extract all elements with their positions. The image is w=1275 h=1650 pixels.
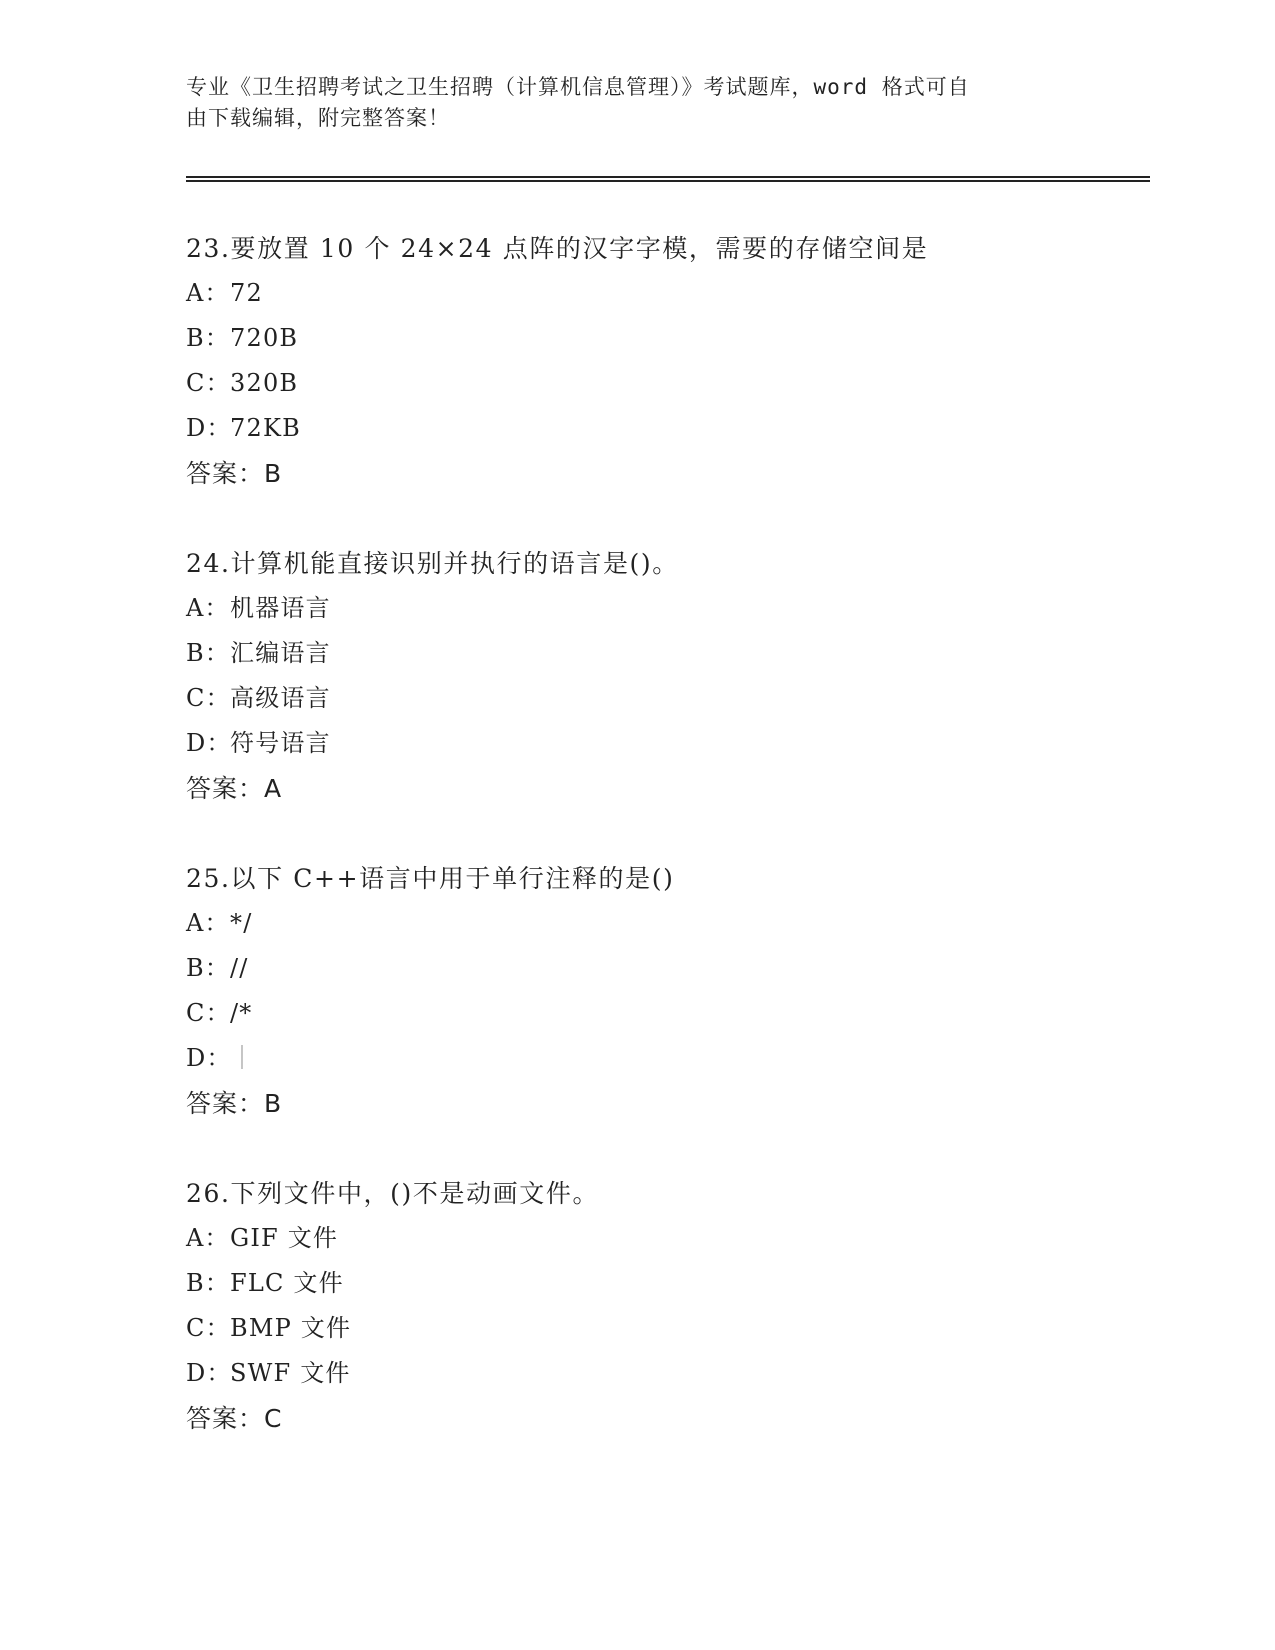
- header-divider: [186, 176, 1150, 182]
- question-stem: 25.以下 C++语言中用于单行注释的是(): [186, 864, 675, 893]
- option-b: [186, 316, 1186, 361]
- option-text: 72: [230, 279, 263, 307]
- option-text: ｜: [230, 1044, 256, 1072]
- option-key: B：: [186, 639, 231, 667]
- answer-line: 答案：A: [186, 774, 283, 803]
- option-key: C：: [186, 684, 231, 712]
- option-key: B：: [186, 324, 231, 352]
- option-d: [186, 1351, 1186, 1396]
- question-23: [186, 226, 1186, 496]
- option-b: [186, 631, 1186, 676]
- option-d: [186, 406, 1186, 451]
- option-text: */: [230, 909, 253, 937]
- option-text: BMP 文件: [230, 1314, 352, 1342]
- option-text: 320B: [230, 369, 299, 397]
- option-key: A：: [186, 909, 230, 937]
- option-c: [186, 361, 1186, 406]
- question-24: [186, 541, 1186, 811]
- option-a: [186, 271, 1186, 316]
- option-key: C：: [186, 1314, 231, 1342]
- option-key: D：: [186, 414, 232, 442]
- option-key: A：: [186, 594, 230, 622]
- question-stem: 26.下列文件中，()不是动画文件。: [186, 1179, 600, 1208]
- question-25: [186, 856, 1186, 1126]
- option-c: [186, 1306, 1186, 1351]
- option-key: A：: [186, 1224, 230, 1252]
- answer-line: 答案：B: [186, 1089, 283, 1118]
- option-key: C：: [186, 369, 231, 397]
- option-text: 机器语言: [230, 594, 331, 622]
- option-key: B：: [186, 1269, 231, 1297]
- option-b: [186, 1261, 1186, 1306]
- document-header: [186, 72, 1066, 134]
- header-line-2: 由下载编辑，附完整答案！: [186, 106, 450, 130]
- option-key: D：: [186, 729, 232, 757]
- question-stem: 23.要放置 10 个 24×24 点阵的汉字字模，需要的存储空间是: [186, 234, 929, 263]
- option-key: B：: [186, 954, 231, 982]
- answer-line: 答案：B: [186, 459, 283, 488]
- question-26: [186, 1171, 1186, 1441]
- option-d: [186, 721, 1186, 766]
- option-key: D：: [186, 1044, 232, 1072]
- question-stem: 24.计算机能直接识别并执行的语言是()。: [186, 549, 679, 578]
- option-key: D：: [186, 1359, 232, 1387]
- option-text: SWF 文件: [230, 1359, 351, 1387]
- option-text: 汇编语言: [230, 639, 331, 667]
- answer-line: 答案：C: [186, 1404, 283, 1433]
- option-text: //: [230, 954, 249, 982]
- option-text: 高级语言: [230, 684, 331, 712]
- option-text: /*: [230, 999, 253, 1027]
- option-key: A：: [186, 279, 230, 307]
- option-text: 符号语言: [230, 729, 331, 757]
- option-a: [186, 901, 1186, 946]
- option-c: [186, 676, 1186, 721]
- option-text: GIF 文件: [230, 1224, 339, 1252]
- option-a: [186, 586, 1186, 631]
- option-b: [186, 946, 1186, 991]
- option-a: [186, 1216, 1186, 1261]
- option-d: [186, 1036, 1186, 1081]
- option-key: C：: [186, 999, 231, 1027]
- option-text: FLC 文件: [230, 1269, 344, 1297]
- option-text: 72KB: [230, 414, 301, 442]
- option-c: [186, 991, 1186, 1036]
- option-text: 720B: [230, 324, 299, 352]
- header-line-1: 专业《卫生招聘考试之卫生招聘（计算机信息管理）》考试题库，word 格式可自: [186, 75, 970, 99]
